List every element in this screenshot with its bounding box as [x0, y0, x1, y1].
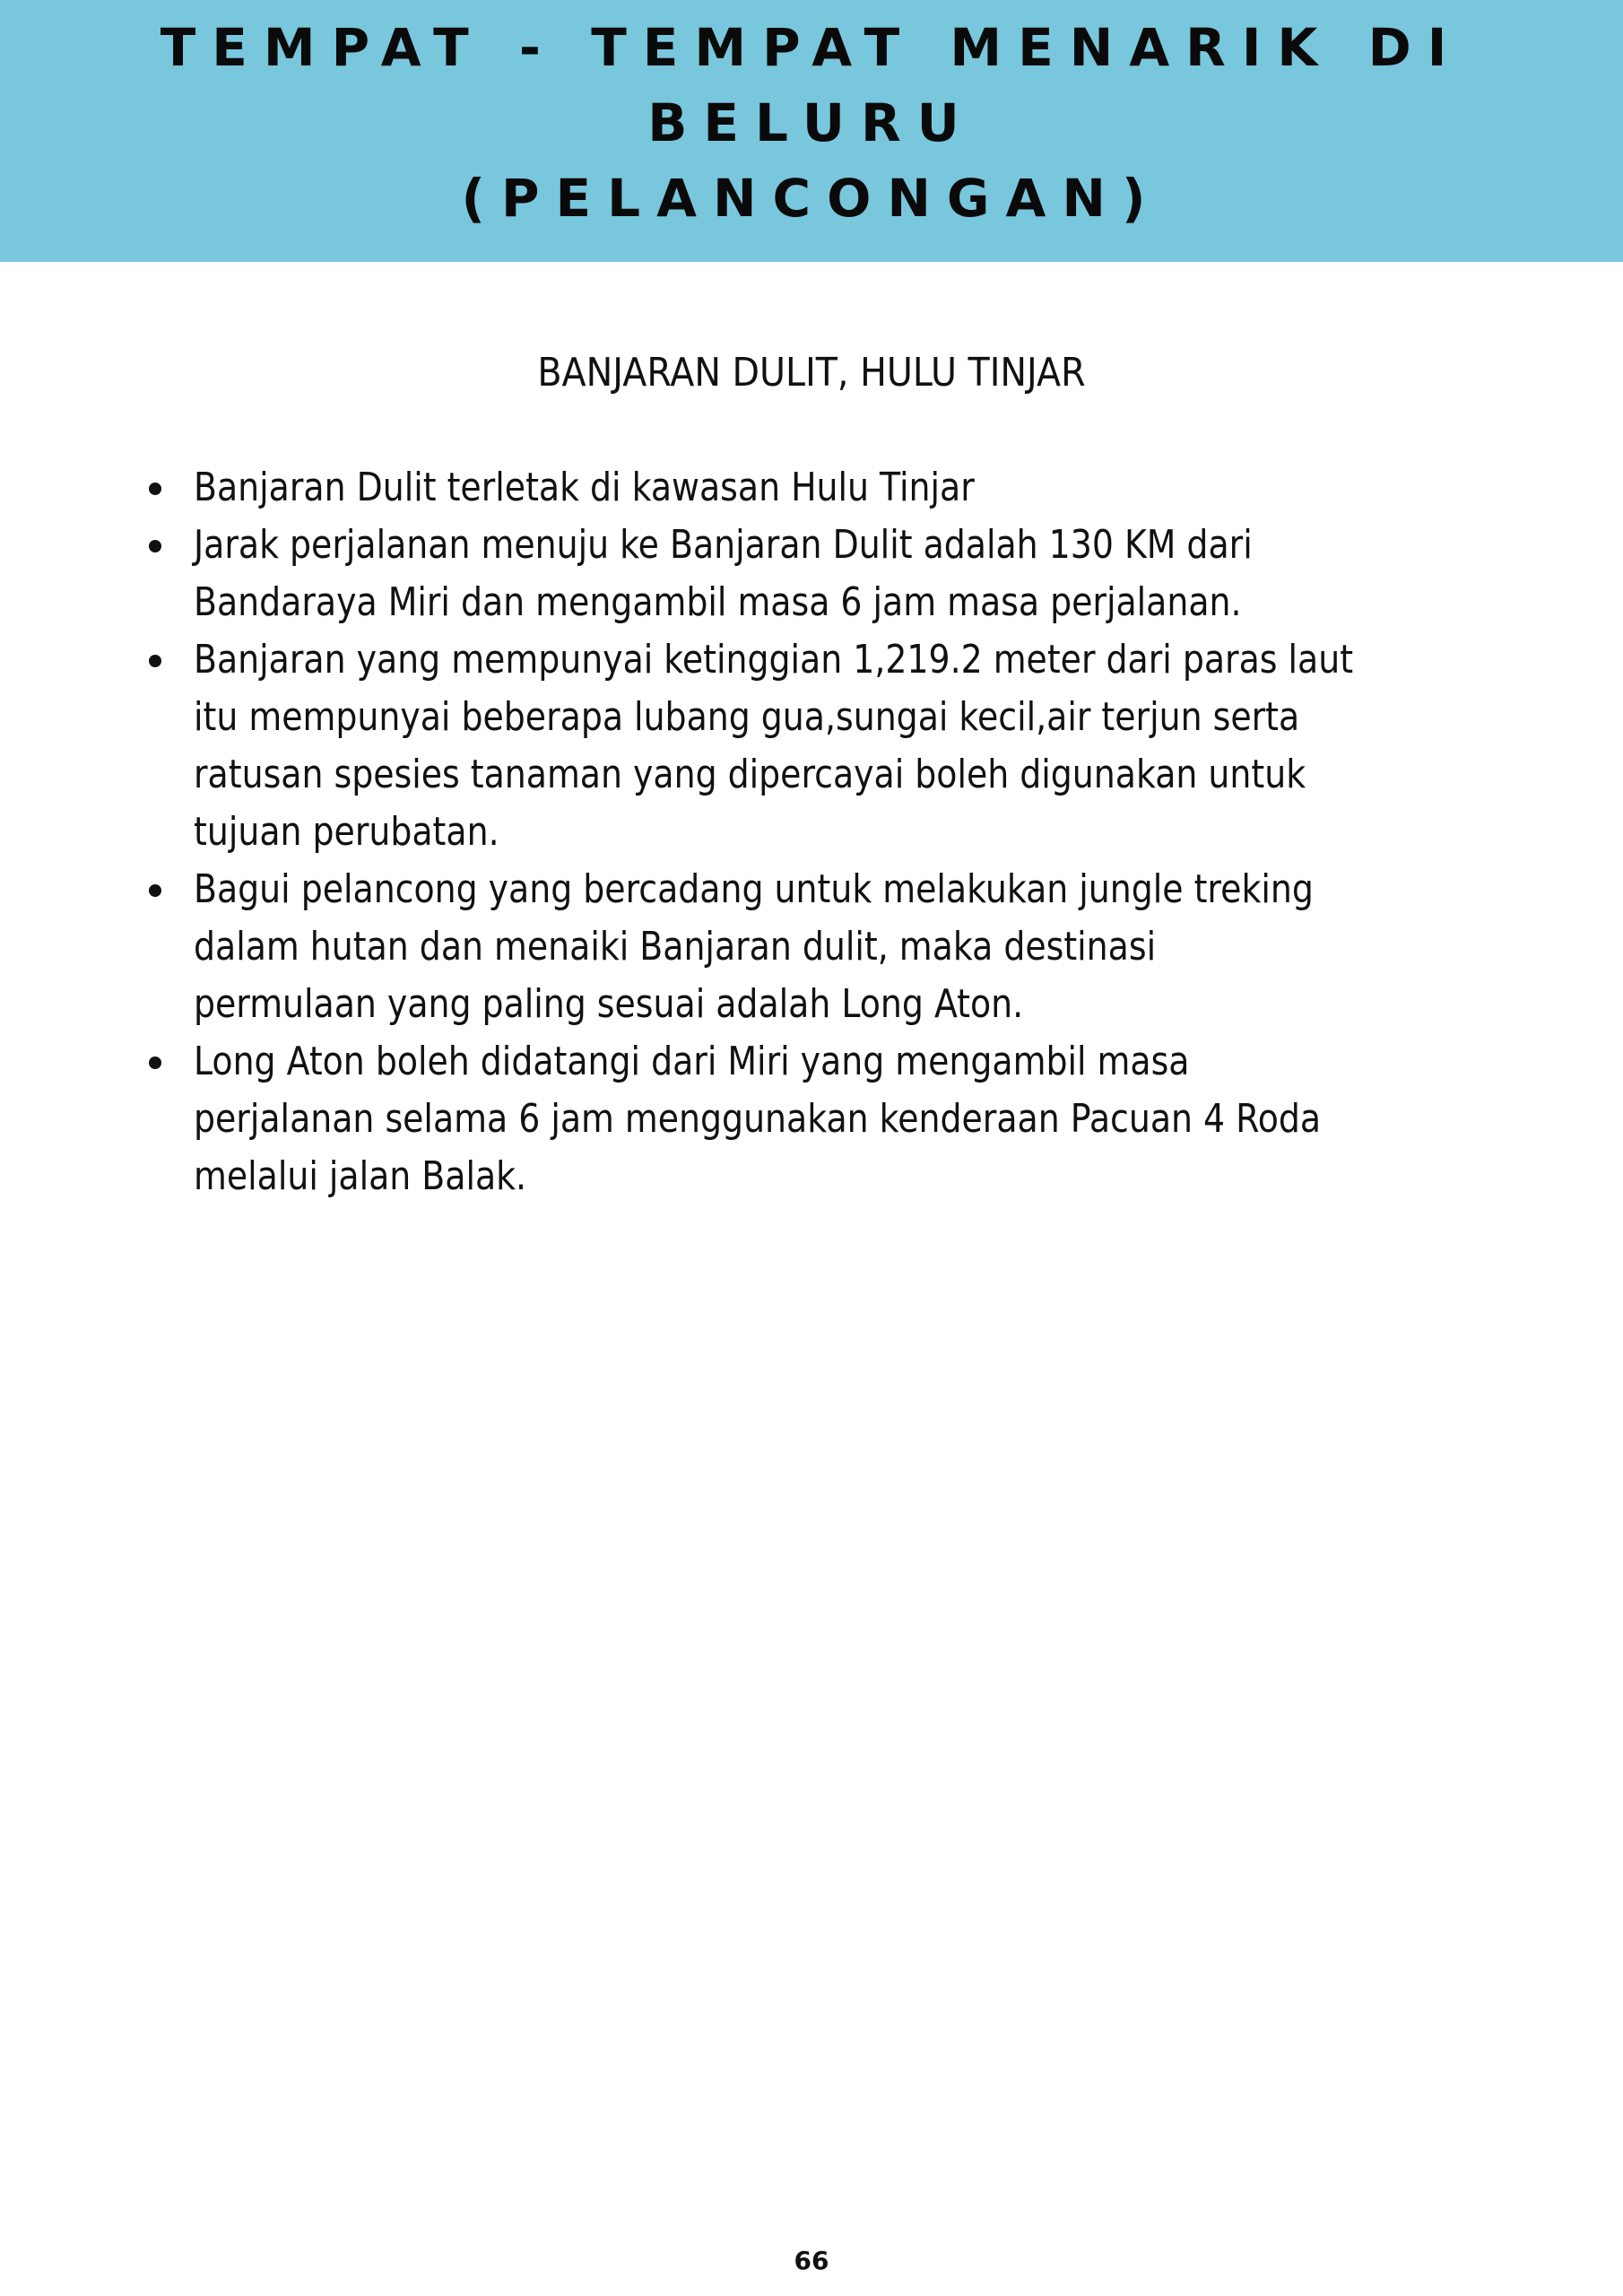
bullet-item — [135, 517, 1533, 631]
bullet-text-line: melalui jalan Balak. — [194, 1153, 527, 1199]
bullet-text-line: tujuan perubatan. — [194, 809, 499, 855]
bullet-text-line: Banjaran yang mempunyai ketinggian 1,219.2 meter dari paras laut — [194, 637, 1354, 683]
bullet-dot-icon — [149, 1057, 161, 1069]
bullet-dot-icon — [149, 540, 161, 552]
bullet-list — [135, 459, 1533, 1205]
bullet-text-line: Jarak perjalanan menuju ke Banjaran Dulit adalah 130 KM dari — [194, 522, 1253, 568]
page-title-line-3: (PELANCONGAN) — [461, 168, 1162, 229]
bullet-item — [135, 459, 1533, 517]
bullet-text-line: permulaan yang paling sesuai adalah Long Aton. — [194, 981, 1024, 1027]
header-banner — [0, 0, 1623, 262]
bullet-text-line: dalam hutan dan menaiki Banjaran dulit, maka destinasi — [194, 924, 1157, 970]
bullet-item — [135, 1033, 1533, 1205]
page-title-line-1: TEMPAT - TEMPAT MENARIK DI — [160, 17, 1463, 78]
bullet-text-line: Bagui pelancong yang bercadang untuk melakukan jungle treking — [194, 866, 1314, 912]
bullet-dot-icon — [149, 483, 161, 495]
bullet-text-line: ratusan spesies tanaman yang dipercayai boleh digunakan untuk — [194, 752, 1306, 797]
page-title-line-2: BELURU — [647, 92, 976, 153]
bullet-dot-icon — [149, 884, 161, 897]
bullet-item — [135, 631, 1533, 861]
section-subtitle: BANJARAN DULIT, HULU TINJAR — [537, 350, 1086, 396]
bullet-item — [135, 861, 1533, 1033]
bullet-text-line: itu mempunyai beberapa lubang gua,sungai kecil,air terjun serta — [194, 694, 1300, 740]
bullet-text-line: Long Aton boleh didatangi dari Miri yang mengambil masa — [194, 1039, 1190, 1084]
bullet-dot-icon — [149, 655, 161, 667]
bullet-text-line: Bandaraya Miri dan mengambil masa 6 jam masa perjalanan. — [194, 579, 1242, 625]
bullet-text-line: perjalanan selama 6 jam menggunakan kenderaan Pacuan 4 Roda — [194, 1096, 1322, 1142]
bullet-text-line: Banjaran Dulit terletak di kawasan Hulu Tinjar — [194, 465, 975, 510]
page-number: 66 — [794, 2246, 829, 2275]
